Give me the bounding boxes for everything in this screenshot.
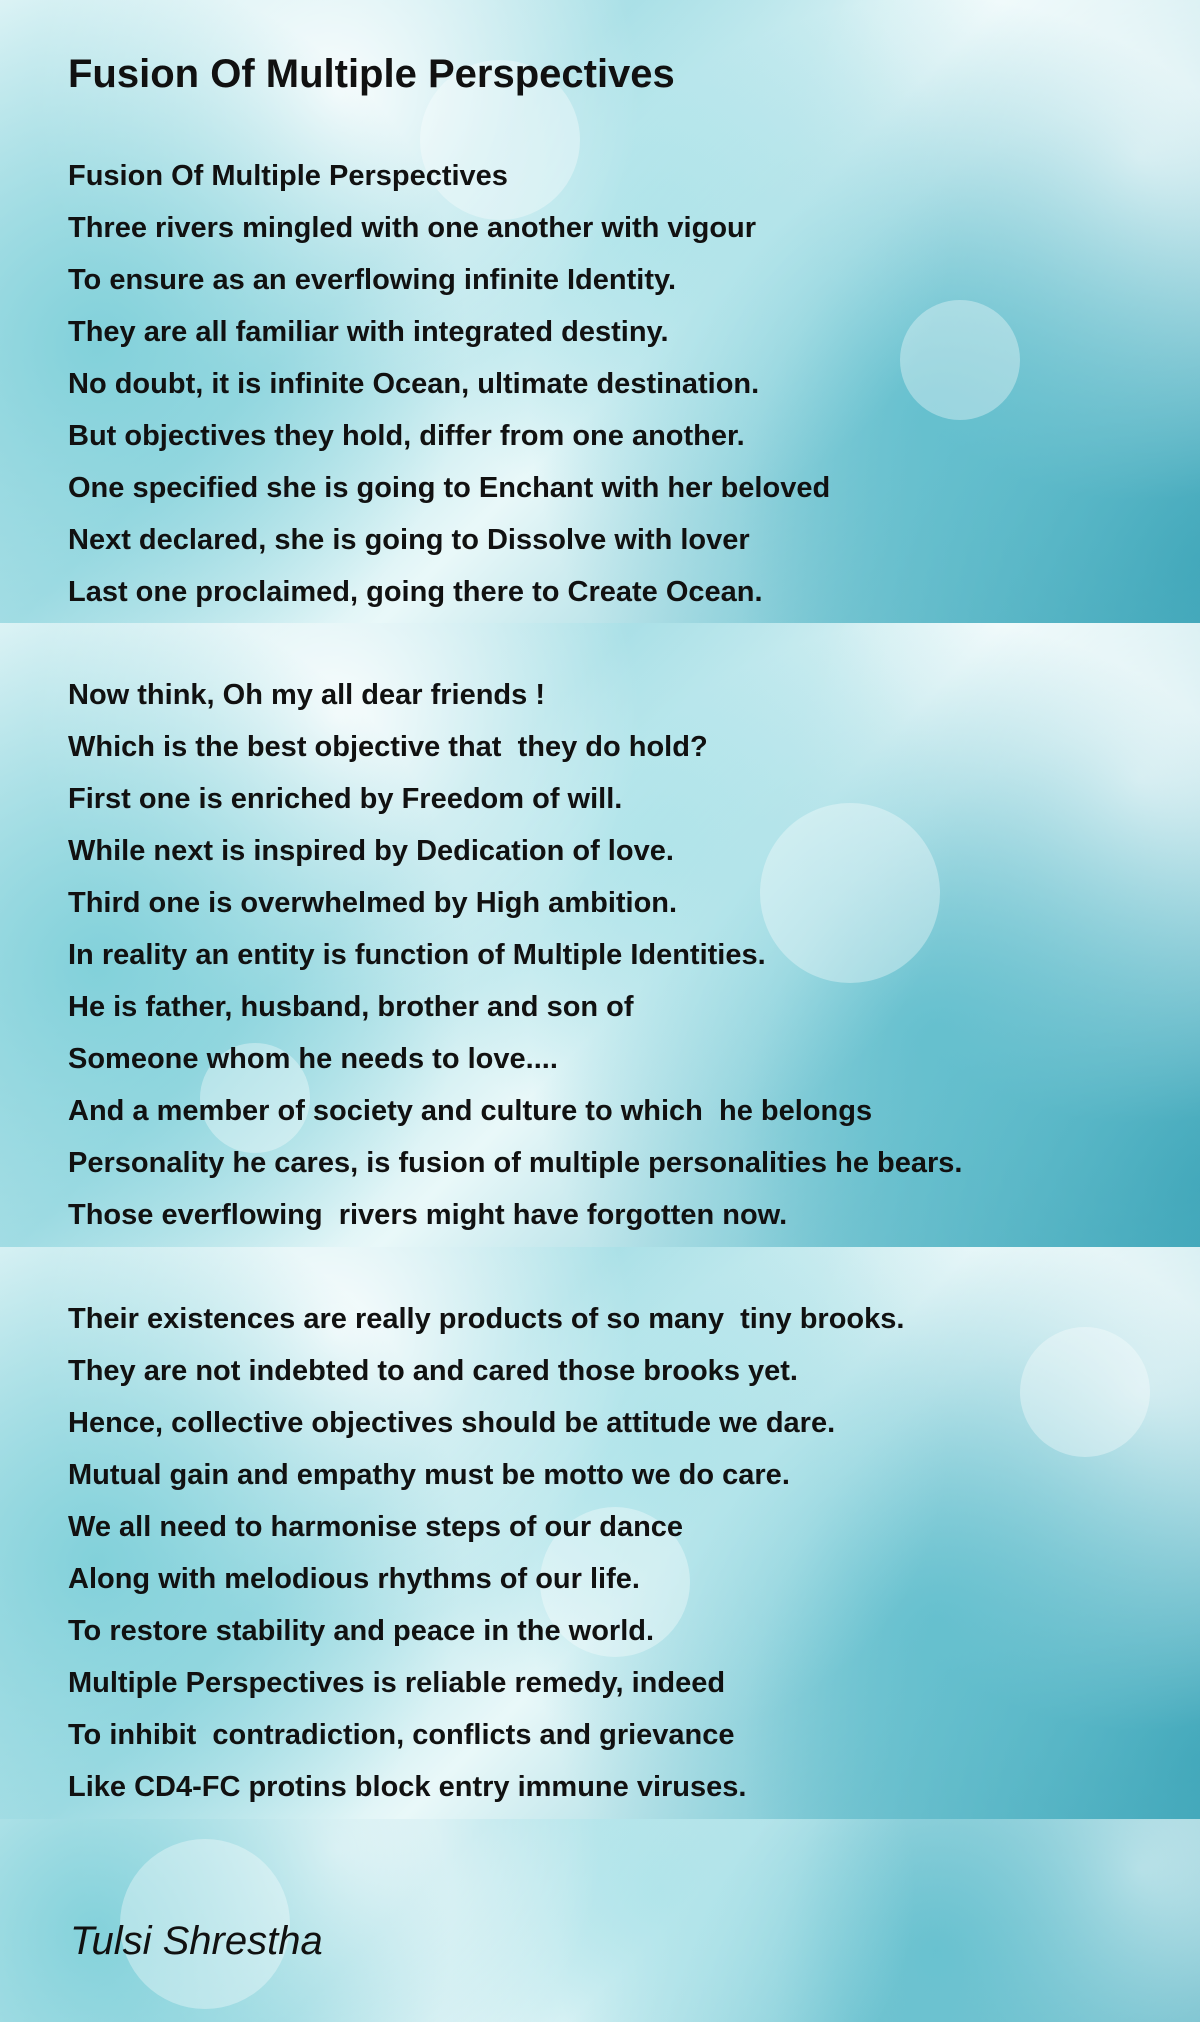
poem-line: They are all familiar with integrated destiny. (68, 316, 669, 348)
poem-line: Mutual gain and empathy must be motto we do care. (68, 1459, 790, 1491)
stanza-2 (68, 669, 962, 1241)
poem-line: They are not indebted to and cared those brooks yet. (68, 1355, 798, 1387)
poem-line: While next is inspired by Dedication of love. (68, 835, 674, 867)
poem-line: To ensure as an everflowing infinite Identity. (68, 264, 677, 296)
poem-line: Hence, collective objectives should be attitude we dare. (68, 1407, 836, 1439)
poem-line: No doubt, it is infinite Ocean, ultimate destination. (68, 368, 760, 400)
author-panel (0, 1819, 1200, 2022)
poem-line: We all need to harmonise steps of our dance (68, 1511, 684, 1543)
stanza-3 (68, 1293, 904, 1813)
poem-line: Fusion Of Multiple Perspectives (68, 160, 508, 192)
poem-line: Personality he cares, is fusion of multiple personalities he bears. (68, 1147, 963, 1179)
bokeh-light (900, 300, 1020, 420)
poem-panel-2 (0, 623, 1200, 1247)
poem-line: To inhibit contradiction, conflicts and grievance (68, 1719, 735, 1751)
poem-title: Fusion Of Multiple Perspectives (68, 52, 675, 96)
stanza-1 (68, 150, 830, 618)
poem-line: Three rivers mingled with one another with vigour (68, 212, 757, 244)
poem-line: Like CD4-FC protins block entry immune viruses. (68, 1771, 747, 1803)
poem-line: Their existences are really products of so many tiny brooks. (68, 1303, 905, 1335)
poem-line: Which is the best objective that they do hold? (68, 731, 708, 763)
poem-line: To restore stability and peace in the world. (68, 1615, 655, 1647)
poem-panel-3 (0, 1247, 1200, 1819)
poem-line: First one is enriched by Freedom of will. (68, 783, 623, 815)
author-name: Tulsi Shrestha (70, 1919, 323, 1963)
poem-line: He is father, husband, brother and son of (68, 991, 634, 1023)
bokeh-light (1020, 1327, 1150, 1457)
poem-line: Multiple Perspectives is reliable remedy, indeed (68, 1667, 726, 1699)
poem-line: Someone whom he needs to love.... (68, 1043, 558, 1075)
poem-line: Those everflowing rivers might have forgotten now. (68, 1199, 788, 1231)
poem-line: Now think, Oh my all dear friends ! (68, 679, 545, 711)
poem-line: In reality an entity is function of Multiple Identities. (68, 939, 766, 971)
poem-line: And a member of society and culture to which he belongs (68, 1095, 873, 1127)
poem-line: Along with melodious rhythms of our life. (68, 1563, 640, 1595)
poem-line: Third one is overwhelmed by High ambition. (68, 887, 678, 919)
poem-line: One specified she is going to Enchant with her beloved (68, 472, 831, 504)
poem-line: Last one proclaimed, going there to Create Ocean. (68, 576, 763, 608)
poem-line: Next declared, she is going to Dissolve with lover (68, 524, 750, 556)
poem-panel-1 (0, 0, 1200, 623)
poem-line: But objectives they hold, differ from one another. (68, 420, 745, 452)
